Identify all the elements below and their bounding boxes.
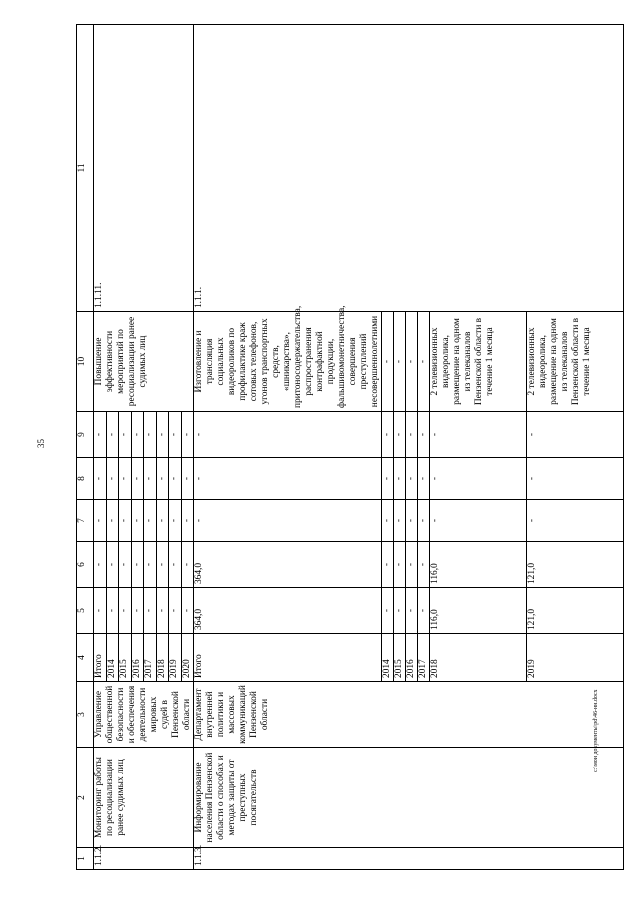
value-cell: - [119, 458, 132, 500]
value-cell: - [106, 542, 119, 588]
value-cell: - [382, 312, 394, 412]
value-cell: - [106, 500, 119, 542]
value-cell: - [406, 458, 418, 500]
measure-name: Информирование населения Пензенской области о способах и методах защиты от преступных посягательств [194, 748, 624, 848]
value-cell: - [382, 458, 394, 500]
value-cell: - [382, 412, 394, 458]
result-text: 2 телевизионных видеоролика, размещение на одном из телеканалов Пензенской области в течение 1 месяца [430, 312, 527, 412]
indicator-code: 1.1.1. [194, 25, 624, 312]
header-cell: 3 [77, 682, 94, 748]
value-cell: - [194, 458, 382, 500]
year-cell: 2020 [181, 634, 194, 682]
value-cell: - [169, 412, 182, 458]
value-cell: - [406, 312, 418, 412]
value-cell: - [106, 458, 119, 500]
row-number: 1.1.3. [194, 848, 624, 870]
value-cell: - [119, 588, 132, 634]
value-cell: - [131, 542, 144, 588]
value-cell: - [194, 412, 382, 458]
value-cell: - [430, 500, 527, 542]
value-cell: - [119, 412, 132, 458]
header-cell: 4 [77, 634, 94, 682]
year-cell: 2017 [144, 634, 157, 682]
value-cell: - [144, 458, 157, 500]
year-cell: 2018 [430, 634, 527, 682]
value-cell: 121,0 [527, 542, 624, 588]
header-cell: 9 [77, 412, 94, 458]
value-cell: - [94, 542, 107, 588]
value-cell: - [430, 458, 527, 500]
table-row [94, 25, 107, 870]
value-cell: 121,0 [527, 588, 624, 634]
value-cell: - [394, 542, 406, 588]
value-cell: - [394, 412, 406, 458]
year-cell: 2015 [394, 634, 406, 682]
year-cell: 2017 [418, 634, 430, 682]
header-cell: 10 [77, 312, 94, 412]
measure-name: Мониторинг работы по ресоциализации ранее судимых лиц [94, 748, 194, 848]
value-cell: - [169, 588, 182, 634]
program-table [76, 24, 624, 870]
result-text: Повышение эффективности мероприятий по ресоциализации ранее судимых лиц [94, 312, 194, 412]
executor: Управление общественной безопасности и обеспечения деятельности мировых судей в Пензенской области [94, 682, 194, 748]
value-cell: - [406, 542, 418, 588]
value-cell: - [430, 412, 527, 458]
value-cell: - [181, 458, 194, 500]
value-cell: - [418, 458, 430, 500]
result-text: Изготовление и трансляция социальных видеороликов по профилактике краж сотовых телефонов, угонов транспортных средств, «шникарства», притоносодержательства, распространения контрафактной продукции, фальшивомонетничества, совершения преступлений несовершеннолетними [194, 312, 382, 412]
year-cell: 2019 [169, 634, 182, 682]
value-cell: - [131, 500, 144, 542]
value-cell: - [527, 412, 624, 458]
year-cell: 2019 [527, 634, 624, 682]
value-cell: - [406, 500, 418, 542]
value-cell: - [106, 588, 119, 634]
header-cell: 6 [77, 542, 94, 588]
value-cell: - [394, 588, 406, 634]
page-number: 35 [36, 439, 46, 448]
row-number: 1.1.2. [94, 848, 194, 870]
value-cell: - [144, 412, 157, 458]
header-cell: 8 [77, 458, 94, 500]
value-cell: - [181, 500, 194, 542]
value-cell: - [169, 458, 182, 500]
value-cell: - [181, 412, 194, 458]
file-path-footer: c:\мои документы\pd\46-нн.docx [593, 689, 599, 772]
header-row [77, 25, 94, 870]
value-cell: - [156, 588, 169, 634]
value-cell: - [418, 500, 430, 542]
value-cell: - [181, 588, 194, 634]
value-cell: - [169, 500, 182, 542]
value-cell: - [382, 542, 394, 588]
year-cell: 2014 [382, 634, 394, 682]
year-cell: 2016 [131, 634, 144, 682]
indicator-code: 1.1.11. [94, 25, 194, 312]
value-cell: - [156, 458, 169, 500]
value-cell: - [194, 500, 382, 542]
value-cell: - [406, 588, 418, 634]
header-cell: 7 [77, 500, 94, 542]
value-cell: - [94, 412, 107, 458]
header-cell: 5 [77, 588, 94, 634]
year-cell: Итого [194, 634, 382, 682]
year-cell: 2018 [156, 634, 169, 682]
header-cell: 2 [77, 748, 94, 848]
year-cell: 2016 [406, 634, 418, 682]
value-cell: - [106, 412, 119, 458]
value-cell: - [131, 458, 144, 500]
value-cell: - [131, 412, 144, 458]
value-cell: - [418, 588, 430, 634]
value-cell: - [394, 312, 406, 412]
value-cell: - [418, 412, 430, 458]
table-row [194, 25, 382, 870]
value-cell: 116,0 [430, 588, 527, 634]
value-cell: 364,0 [194, 588, 382, 634]
rotated-table-sheet [76, 25, 623, 870]
header-cell: 11 [77, 25, 94, 312]
value-cell: - [418, 312, 430, 412]
value-cell: - [144, 588, 157, 634]
year-cell: Итого [94, 634, 107, 682]
value-cell: - [382, 588, 394, 634]
value-cell: - [394, 458, 406, 500]
value-cell: - [94, 458, 107, 500]
value-cell: - [94, 500, 107, 542]
header-cell: 1 [77, 848, 94, 870]
value-cell: 364,0 [194, 542, 382, 588]
value-cell: - [156, 500, 169, 542]
value-cell: - [94, 588, 107, 634]
year-cell: 2014 [106, 634, 119, 682]
value-cell: - [144, 500, 157, 542]
year-cell: 2015 [119, 634, 132, 682]
value-cell: - [527, 500, 624, 542]
value-cell: - [119, 542, 132, 588]
value-cell: - [131, 588, 144, 634]
value-cell: - [119, 500, 132, 542]
value-cell: - [406, 412, 418, 458]
value-cell: - [181, 542, 194, 588]
value-cell: - [169, 542, 182, 588]
value-cell: - [418, 542, 430, 588]
value-cell: - [156, 412, 169, 458]
value-cell: - [156, 542, 169, 588]
value-cell: - [144, 542, 157, 588]
result-text: 2 телевизионных видеоролика, размещение на одном из телеканалов Пензенской области в течение 1 месяца [527, 312, 624, 412]
value-cell: - [394, 500, 406, 542]
executor: Департамент внутренней политики и массовых коммуникаций Пензенской области [194, 682, 624, 748]
value-cell: 116,0 [430, 542, 527, 588]
value-cell: - [527, 458, 624, 500]
value-cell: - [382, 500, 394, 542]
